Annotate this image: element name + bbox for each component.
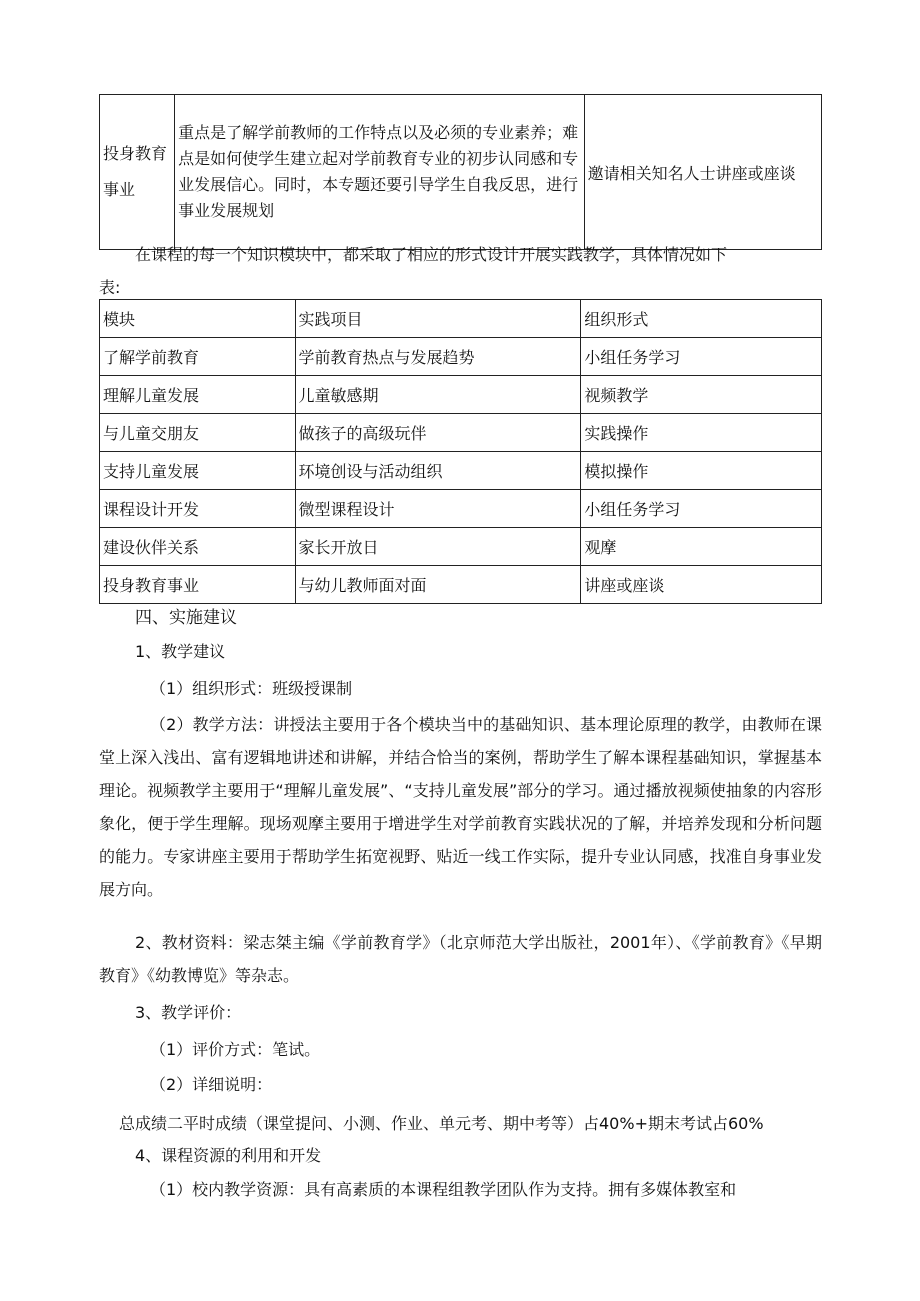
table-row (100, 95, 822, 250)
cell: 视频教学 (581, 376, 822, 414)
header-cell: 组织形式 (581, 300, 822, 338)
cell: 课程设计开发 (100, 490, 296, 528)
paragraph: （2）详细说明： (150, 1075, 273, 1094)
cell: 了解学前教育 (100, 338, 296, 376)
table-row (100, 566, 822, 604)
intro-text: 在课程的每一个知识模块中，都采取了相应的形式设计开展实践教学，具体情况如下 (135, 245, 728, 264)
subsection-title: 3、教学评价： (135, 1003, 242, 1022)
header-cell: 模块 (100, 300, 296, 338)
table-row (100, 528, 822, 566)
cell: 家长开放日 (295, 528, 581, 566)
header-cell: 实践项目 (295, 300, 581, 338)
table-row (100, 490, 822, 528)
cell: 微型课程设计 (295, 490, 581, 528)
table-row (100, 452, 822, 490)
intro-text-cont: 表: (99, 278, 121, 297)
cell: 讲座或座谈 (581, 566, 822, 604)
paragraph: （1）校内教学资源：具有高素质的本课程组教学团队作为支持。拥有多媒体教室和 (150, 1180, 737, 1199)
cell: 支持儿童发展 (100, 452, 296, 490)
method-cell: 邀请相关知名人士讲座或座谈 (584, 95, 821, 250)
subsection-title: 1、教学建议 (135, 642, 226, 661)
section-title: 四、实施建议 (135, 608, 237, 628)
cell: 小组任务学习 (581, 338, 822, 376)
paragraph: 2、教材资料：梁志桀主编《学前教育学》（北京师范大学出版社，2001年）、《学前教育》《早期教育》《幼教博览》等杂志。 (99, 933, 822, 985)
table-header-row (100, 300, 822, 338)
cell: 儿童敏感期 (295, 376, 581, 414)
content-cell: 重点是了解学前教师的工作特点以及必须的专业素养；难点是如何使学生建立起对学前教育专业的初步认同感和专业发展信心。同时，本专题还要引导学生自我反思，进行事业发展规划 (175, 95, 585, 250)
subsection-title: 4、课程资源的利用和开发 (135, 1146, 322, 1165)
practice-table (99, 299, 822, 604)
module-cell: 投身教育事业 (100, 95, 175, 250)
cell: 观摩 (581, 528, 822, 566)
paragraph: （2）教学方法：讲授法主要用于各个模块当中的基础知识、基本理论原理的教学，由教师在课堂上深入浅出、富有逻辑地讲述和讲解，并结合恰当的案例，帮助学生了解本课程基础知识，掌握基本理论。视频教学主要用于“理解儿童发展”、“支持儿童发展”部分的学习。通过播放视频使抽象的内容形象化，便于学生理解。现场观摩主要用于增进学生对学前教育实践状况的了解，并培养发现和分析问题的能力。专家讲座主要用于帮助学生拓宽视野、贴近一线工作实际，提升专业认同感，找准自身事业发展方向。 (99, 715, 822, 899)
cell: 小组任务学习 (581, 490, 822, 528)
table-row (100, 414, 822, 452)
cell: 学前教育热点与发展趋势 (295, 338, 581, 376)
cell: 投身教育事业 (100, 566, 296, 604)
table-row (100, 376, 822, 414)
paragraph: 总成绩二平时成绩（课堂提问、小测、作业、单元考、期中考等）占40%+期末考试占60% (119, 1114, 764, 1133)
module-detail-table (99, 94, 822, 250)
paragraph: （1）评价方式：笔试。 (150, 1040, 321, 1059)
cell: 模拟操作 (581, 452, 822, 490)
cell: 做孩子的高级玩伴 (295, 414, 581, 452)
cell: 理解儿童发展 (100, 376, 296, 414)
cell: 与儿童交朋友 (100, 414, 296, 452)
cell: 与幼儿教师面对面 (295, 566, 581, 604)
table-row (100, 338, 822, 376)
cell: 环境创设与活动组织 (295, 452, 581, 490)
cell: 实践操作 (581, 414, 822, 452)
paragraph: （1）组织形式：班级授课制 (150, 679, 353, 698)
cell: 建设伙伴关系 (100, 528, 296, 566)
